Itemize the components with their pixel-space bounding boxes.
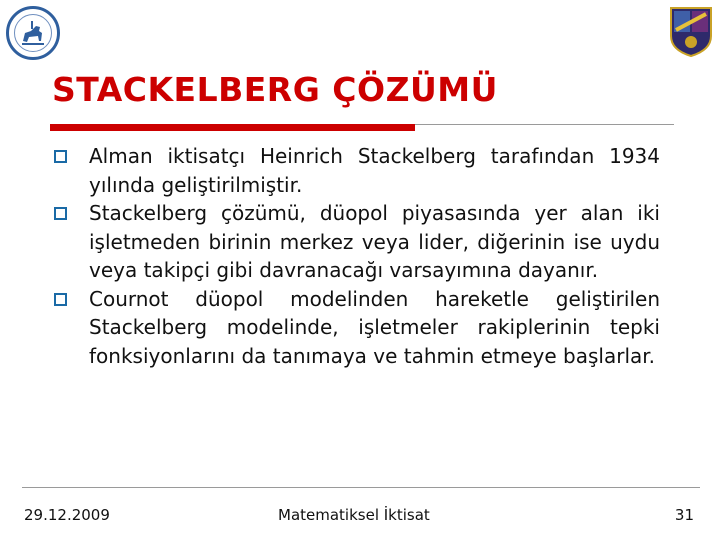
- slide-title: STACKELBERG ÇÖZÜMÜ: [52, 70, 498, 109]
- square-bullet-icon: [54, 293, 67, 306]
- bullet-text: Alman iktisatçı Heinrich Stackelberg tarafından 1934 yılında geliştirilmiştir.: [89, 144, 660, 197]
- bullet-text: Stackelberg çözümü, düopol piyasasında yer alan iki işletmeden birinin merkez veya lider, diğerinin ise uydu veya takipçi gibi davranacağı varsayımına dayanır.: [89, 201, 660, 282]
- footer-divider: [22, 487, 700, 488]
- slide-body: [52, 142, 660, 370]
- bullet-item: [52, 199, 660, 285]
- bullet-text: Cournot düopol modelinden hareketle geliştirilen Stackelberg modelinde, işletmeler rakiplerinin tepki fonksiyonlarını da tanımaya ve tahmin etmeye başlarlar.: [89, 286, 660, 368]
- bullet-item: [52, 285, 660, 371]
- square-bullet-icon: [54, 207, 67, 220]
- footer-course-title: Matematiksel İktisat: [278, 506, 430, 524]
- page-number: 31: [674, 506, 694, 524]
- university-seal-icon: [6, 6, 60, 60]
- title-accent-bar: [50, 124, 415, 131]
- square-bullet-icon: [54, 150, 67, 163]
- faculty-shield-icon: [668, 6, 714, 58]
- footer-date: 29.12.2009: [24, 506, 110, 524]
- bullet-item: [52, 142, 660, 199]
